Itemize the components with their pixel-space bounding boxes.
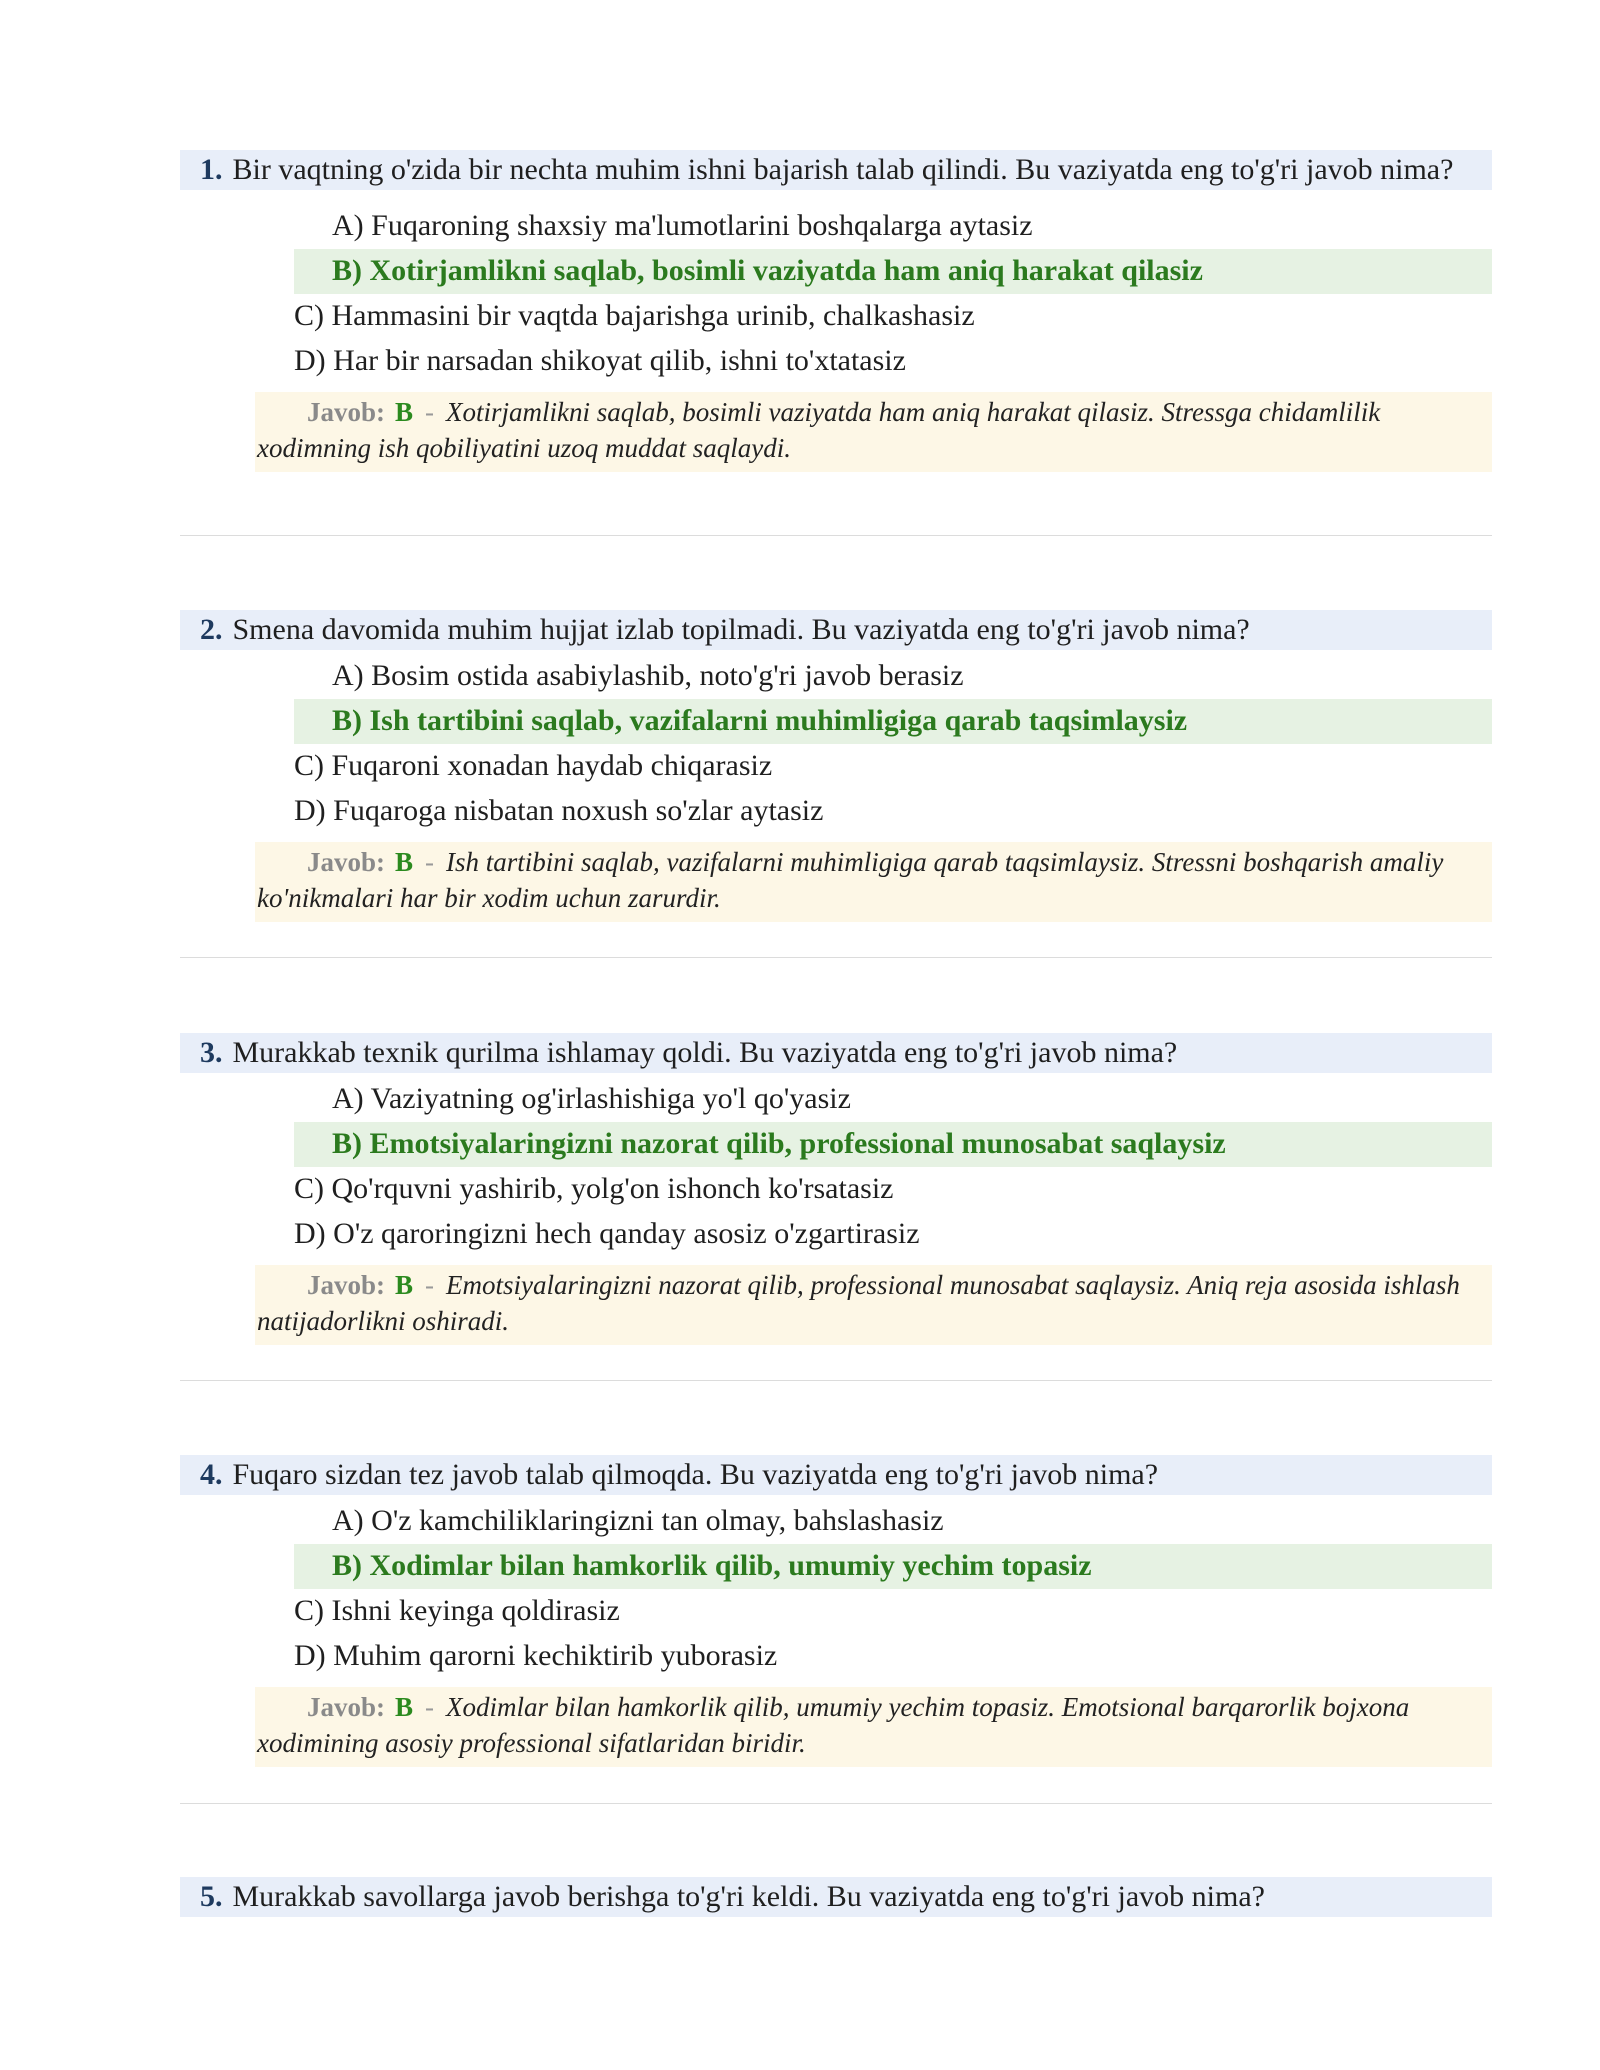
option-a[interactable]: A) O'z kamchiliklaringizni tan olmay, bahslashasiz — [332, 1504, 944, 1537]
question-body: Smena davomida muhim hujjat izlab topilmadi. Bu vaziyatda eng to'g'ri javob nima? — [232, 613, 1250, 646]
question-body: Murakkab texnik qurilma ishlamay qoldi. Bu vaziyatda eng to'g'ri javob nima? — [232, 1036, 1178, 1069]
option-b-correct[interactable]: B) Emotsiyalaringizni nazorat qilib, professional munosabat saqlaysiz — [294, 1122, 1492, 1167]
answer-dash: - — [425, 397, 435, 427]
option-d[interactable]: D) O'z qaroringizni hech qanday asosiz o'zgartirasiz — [294, 1217, 920, 1250]
answer-letter: B — [395, 847, 414, 877]
option-d[interactable]: D) Har bir narsadan shikoyat qilib, ishni to'xtatasiz — [294, 344, 906, 377]
answer-dash: - — [425, 1270, 435, 1300]
answer-letter: B — [395, 397, 414, 427]
answer-label: Javob: — [307, 1270, 386, 1300]
answer-explanation: Ish tartibini saqlab, vazifalarni muhimligiga qarab taqsimlaysiz. Stressni boshqarish amaliy ko'nikmalari har bir xodim uchun zarurdir. — [257, 847, 1444, 913]
answer-box — [255, 392, 1492, 472]
question-text — [180, 1455, 1492, 1495]
option-a[interactable]: A) Vaziyatning og'irlashishiga yo'l qo'yasiz — [332, 1082, 851, 1115]
divider — [180, 535, 1492, 536]
question-body: Fuqaro sizdan tez javob talab qilmoqda. Bu vaziyatda eng to'g'ri javob nima? — [232, 1458, 1159, 1491]
question-4 — [180, 1455, 1492, 1767]
answer-explanation: Emotsiyalaringizni nazorat qilib, professional munosabat saqlaysiz. Aniq reja asosida ishlash natijadorlikni oshiradi. — [257, 1270, 1460, 1336]
answer-label: Javob: — [307, 847, 386, 877]
answer-explanation: Xodimlar bilan hamkorlik qilib, umumiy yechim topasiz. Emotsional barqarorlik bojxona xodimining asosiy professional sifatlaridan biridir. — [257, 1692, 1410, 1758]
option-d[interactable]: D) Fuqaroga nisbatan noxush so'zlar aytasiz — [294, 794, 824, 827]
question-text — [180, 610, 1492, 650]
answer-box — [255, 1687, 1492, 1767]
question-1 — [180, 150, 1492, 472]
divider — [180, 957, 1492, 958]
option-c[interactable]: C) Hammasini bir vaqtda bajarishga urinib, chalkashasiz — [294, 299, 975, 332]
question-number: 2. — [200, 613, 223, 646]
option-b-correct[interactable]: B) Ish tartibini saqlab, vazifalarni muhimligiga qarab taqsimlaysiz — [294, 699, 1492, 744]
question-text — [180, 1877, 1492, 1917]
answer-letter: B — [395, 1270, 414, 1300]
option-c[interactable]: C) Qo'rquvni yashirib, yolg'on ishonch ko'rsatasiz — [294, 1172, 894, 1205]
question-3 — [180, 1033, 1492, 1345]
question-2 — [180, 610, 1492, 922]
option-c[interactable]: C) Fuqaroni xonadan haydab chiqarasiz — [294, 749, 773, 782]
answer-box — [255, 842, 1492, 922]
question-text — [180, 150, 1492, 190]
divider — [180, 1380, 1492, 1381]
option-d[interactable]: D) Muhim qarorni kechiktirib yuborasiz — [294, 1639, 778, 1672]
option-c[interactable]: C) Ishni keyinga qoldirasiz — [294, 1594, 620, 1627]
answer-box — [255, 1265, 1492, 1345]
option-a[interactable]: A) Fuqaroning shaxsiy ma'lumotlarini boshqalarga aytasiz — [332, 209, 1033, 242]
question-5 — [180, 1877, 1492, 1917]
option-b-correct[interactable]: B) Xotirjamlikni saqlab, bosimli vaziyatda ham aniq harakat qilasiz — [294, 249, 1492, 294]
question-text — [180, 1033, 1492, 1073]
question-body: Murakkab savollarga javob berishga to'g'ri keldi. Bu vaziyatda eng to'g'ri javob nima? — [232, 1880, 1265, 1913]
question-number: 3. — [200, 1036, 223, 1069]
question-body: Bir vaqtning o'zida bir nechta muhim ishni bajarish talab qilindi. Bu vaziyatda eng to'g'ri javob nima? — [232, 153, 1454, 186]
question-number: 4. — [200, 1458, 223, 1491]
answer-letter: B — [395, 1692, 414, 1722]
answer-explanation: Xotirjamlikni saqlab, bosimli vaziyatda ham aniq harakat qilasiz. Stressga chidamlilik xodimning ish qobiliyatini uzoq muddat saqlaydi. — [257, 397, 1381, 463]
answer-dash: - — [425, 847, 435, 877]
answer-dash: - — [425, 1692, 435, 1722]
question-number: 5. — [200, 1880, 223, 1913]
answer-label: Javob: — [307, 397, 386, 427]
divider — [180, 1803, 1492, 1804]
option-a[interactable]: A) Bosim ostida asabiylashib, noto'g'ri javob berasiz — [332, 659, 964, 692]
question-number: 1. — [200, 153, 223, 186]
option-b-correct[interactable]: B) Xodimlar bilan hamkorlik qilib, umumiy yechim topasiz — [294, 1544, 1492, 1589]
answer-label: Javob: — [307, 1692, 386, 1722]
